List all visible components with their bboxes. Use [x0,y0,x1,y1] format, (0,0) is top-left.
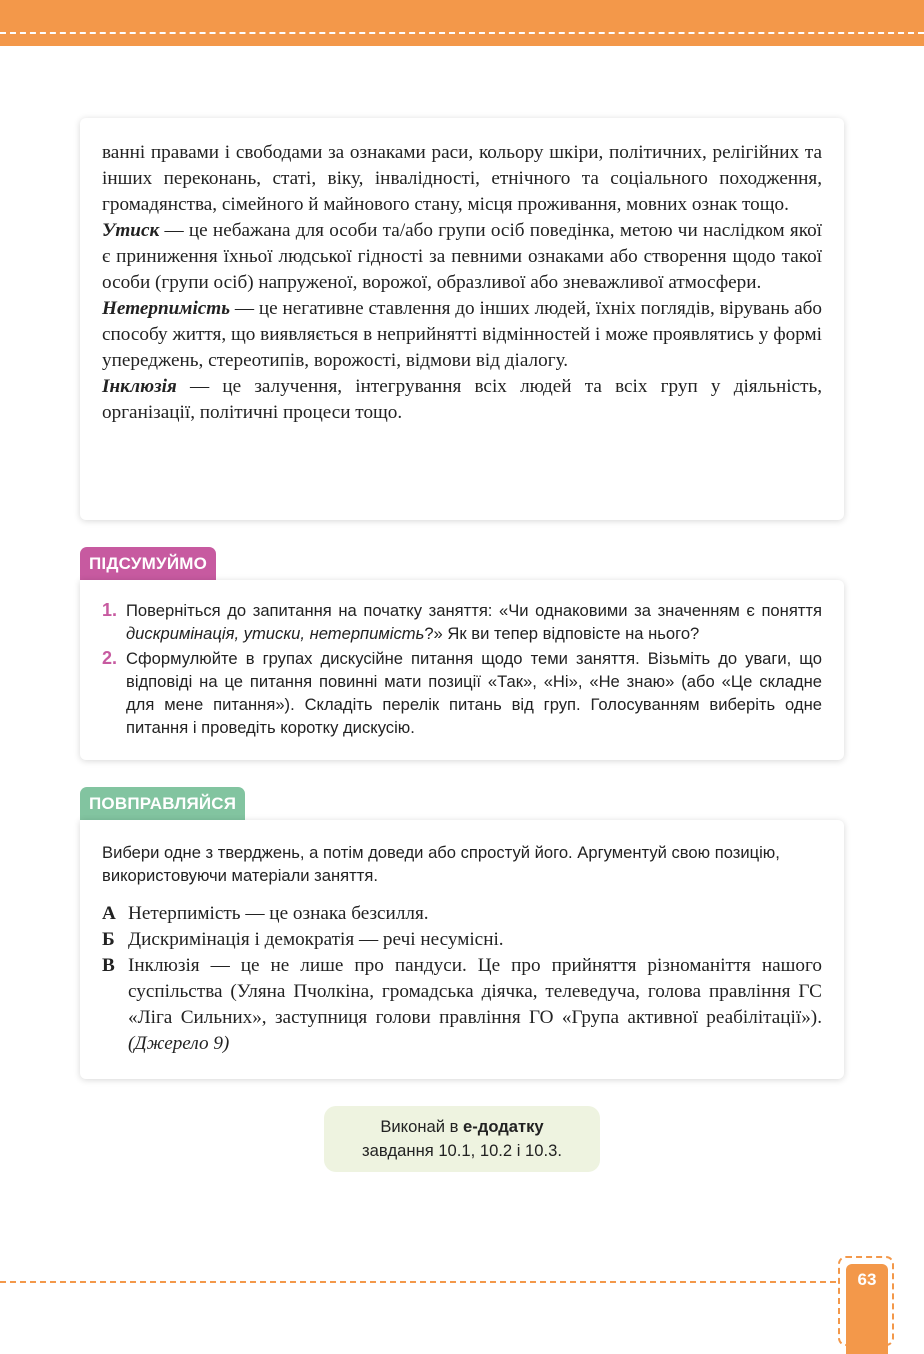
term-utysk: Утиск [102,220,160,241]
summary-item-1-italic-terms: дискримінація, утиски, нетерпимість [126,624,425,643]
top-dashed-line [0,32,924,34]
practice-card [80,820,844,1079]
summary-item-1-text-end: ?» Як ви тепер відповісте на нього? [424,624,700,643]
definition-inkliuziia-text: — це залучення, інтегрування всіх людей та всіх груп у діяльність, організації, політичні процеси тощо. [102,376,822,423]
definition-inkliuziia [102,374,822,426]
definition-intro: ванні правами і свободами за ознаками раси, кольору шкіри, політичних, релігійних та інших переконань, статі, віку, інвалідності, етнічного та соціального походження, громадянства, сімейного й майнового стану, місця проживання, мовних ознак тощо. [102,142,822,215]
summary-item-text [126,599,822,645]
summary-card [80,580,844,760]
summary-item-text: Сформулюйте в групах дискусійне питання щодо теми заняття. Візьміть до уваги, що відповіді на це питання повинні мати позиції «Так», «Ні», «Не знаю» (або «Це складне для мене питання»). Складіть перелік питань від груп. Голосуванням виберіть одне питання і проведіть коротку дискусію. [126,649,822,737]
bottom-dashed-line [0,1281,836,1283]
statement-v [102,953,822,1057]
e-dodatok-link[interactable]: е-додатку [463,1117,544,1136]
practice-tag: ПОВПРАВЛЯЙСЯ [80,787,245,821]
summary-item-number: 1. [102,600,118,620]
definition-neterpymist-text: — це негативне ставлення до інших людей, їхніх поглядів, вірувань або способу життя, що виявляється в неприйнятті відмінностей і може проявлятись у формі упереджень, стереотипів, ворожості, відмови від діалогу. [102,298,822,371]
summary-item-number: 2. [102,648,118,668]
statement-letter: Б [102,929,115,950]
statement-v-text: Інклюзія — це не лише про пандуси. Це про прийняття різноманіття нашого суспільства (Уляна Пчолкіна, громадська діячка, телеведуча, голова правління ГС «Ліга Сильних», заступниця голови правління ГО «Група активної реабілітації»). [128,955,822,1028]
statement-letter: А [102,903,116,924]
definitions-card [80,118,844,520]
statement-text: Дискримінація і демократія — речі несумісні. [128,929,504,950]
definition-utysk [102,218,822,296]
e-dodatok-line-2: завдання 10.1, 10.2 і 10.3. [362,1141,562,1160]
e-dodatok-line-1 [324,1115,600,1139]
summary-item-1 [102,599,822,645]
statement-text: Нетерпимість — це ознака безсилля. [128,903,429,924]
summary-item-2 [102,647,822,739]
definition-utysk-text: — це небажана для особи та/або групи осіб поведінка, метою чи наслідком якої є приниження їхньої людської гідності за певними ознаками або створення щодо такої особи (групи осіб) напруженої, ворожої, образливої або зневажливої атмосфери. [102,220,822,293]
term-inkliuziia: Інклюзія [102,376,177,397]
e-dodatok-prefix: Виконай в [380,1117,464,1136]
e-dodatok-callout [324,1106,600,1172]
top-band [0,0,924,46]
statement-a [102,901,822,927]
practice-statements [102,901,822,1057]
practice-instruction: Вибери одне з тверджень, а потім доведи або спростуй його. Аргументуй свою позицію, використовуючи матеріали заняття. [102,843,780,885]
term-neterpymist: Нетерпимість [102,298,230,319]
page-number: 63 [857,1270,877,1289]
statement-text [128,953,822,1057]
statement-b [102,927,822,953]
statement-letter: В [102,955,115,976]
summary-tag: ПІДСУМУЙМО [80,547,216,581]
summary-item-1-text-start: Поверніться до запитання на початку заняття: «Чи однаковими за значенням є поняття [126,601,822,620]
source-reference: (Джерело 9) [128,1033,230,1054]
definition-neterpymist [102,296,822,374]
